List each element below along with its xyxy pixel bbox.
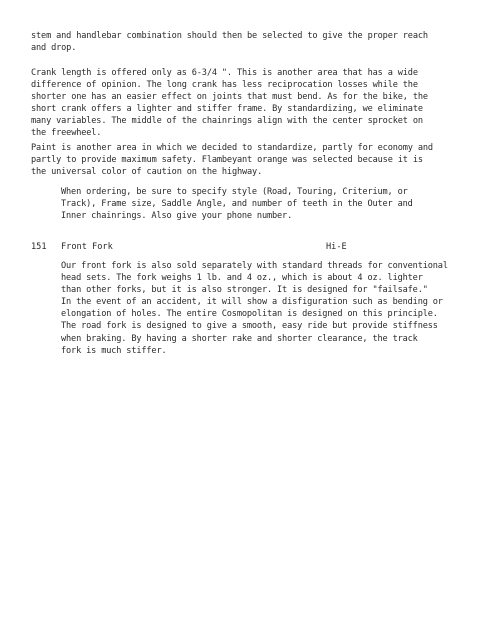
section-code: Hi-E	[326, 242, 347, 252]
text-line: Track), Frame size, Saddle Angle, and number of teeth in the Outer and	[61, 199, 413, 210]
paragraph-paint	[31, 142, 433, 178]
section-title: Front Fork	[61, 242, 113, 252]
text-line: shorter one has an easier effect on joints that must bend. As for the bike, the	[31, 92, 428, 103]
text-line: fork is much stiffer.	[61, 345, 167, 356]
text-line: difference of opinion. The long crank has less reciprocation losses while the	[31, 80, 418, 91]
text-line: head sets. The fork weighs 1 lb. and 4 oz., which is about 4 oz. lighter	[61, 273, 423, 284]
text-line: stem and handlebar combination should then be selected to give the proper reach	[31, 31, 428, 41]
text-line: Our front fork is also sold separately with standard threads for conventional	[61, 261, 448, 271]
section-number: 151	[31, 242, 47, 252]
text-line: the universal color of caution on the highway.	[31, 167, 263, 178]
text-line: The road fork is designed to give a smooth, easy ride but provide stiffness	[61, 321, 438, 332]
text-line: partly to provide maximum safety. Flambeyant orange was selected because it is	[31, 155, 423, 166]
text-line: elongation of holes. The entire Cosmopolitan is designed on this principle.	[61, 309, 438, 320]
text-line: Inner chainrings. Also give your phone number.	[61, 211, 293, 222]
paragraph-front-fork	[61, 260, 448, 357]
paragraph-crank-length	[31, 67, 428, 140]
text-line: than other forks, but it is also stronger. It is designed for "failsafe."	[61, 285, 428, 296]
text-line: the freewheel.	[31, 128, 102, 139]
text-line: Paint is another area in which we decided to standardize, partly for economy and	[31, 143, 433, 153]
text-line: and drop.	[31, 43, 77, 54]
paragraph-stem-handlebar	[31, 30, 428, 54]
text-line: When ordering, be sure to specify style (Road, Touring, Criterium, or	[61, 187, 408, 197]
text-line: when braking. By having a shorter rake and shorter clearance, the track	[61, 333, 418, 344]
text-line: many variables. The middle of the chainrings align with the center sprocket on	[31, 116, 423, 127]
text-line: In the event of an accident, it will show a disfiguration such as bending or	[61, 297, 443, 308]
text-line: short crank offers a lighter and stiffer frame. By standardizing, we eliminate	[31, 104, 423, 115]
text-line: Crank length is offered only as 6-3/4 ". This is another area that has a wide	[31, 68, 418, 78]
ordering-note	[61, 186, 413, 222]
